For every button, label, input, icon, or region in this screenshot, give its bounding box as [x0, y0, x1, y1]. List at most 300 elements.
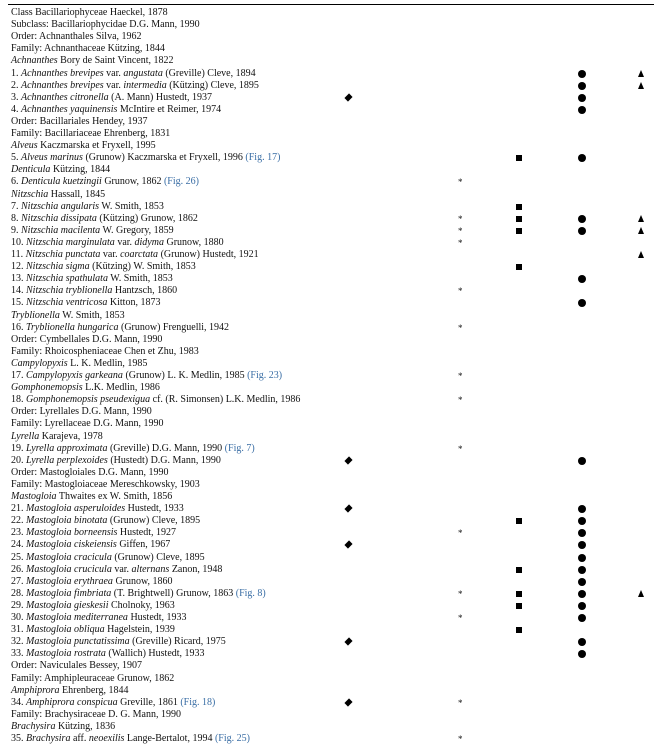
table-row [0, 334, 658, 346]
triangle-marker [638, 249, 644, 262]
taxon-text: Nitzschia [11, 188, 49, 200]
taxon-text: Achnanthes yaquinensis [21, 103, 118, 115]
taxon-text: Mastogloia ciskeiensis [26, 539, 117, 551]
square-marker [516, 261, 522, 274]
taxon-text: 3. [11, 91, 21, 103]
taxon-text: Kaczmarska et Fryxell, 1995 [37, 140, 156, 152]
taxon-text: W. Smith, 1853 [99, 200, 164, 212]
taxon-text: Hustedt, 1933 [127, 612, 187, 623]
taxon-text: var. [100, 249, 121, 260]
taxon-text: 29. [11, 599, 26, 611]
taxon-text: 5. [11, 152, 21, 164]
table-row [0, 527, 658, 539]
taxon-text: alternans [131, 563, 170, 575]
taxon-text: Order: Cymbellales D.G. Mann, 1990 [11, 333, 163, 345]
taxon-label [11, 491, 172, 503]
taxon-text: (Greville) Ricard, 1975 [129, 636, 226, 648]
taxon-text: Family: Mastogloiaceae Mereschkowsky, 1903 [11, 478, 200, 490]
taxon-text: Gomphonemopsis [11, 382, 83, 394]
asterisk-marker: * [458, 613, 463, 623]
taxon-text: 32. [11, 636, 26, 648]
taxon-label [11, 673, 174, 685]
taxon-text: Campylopyxis garkeana [26, 370, 123, 381]
taxon-text: 2. [11, 79, 21, 91]
table-row [0, 612, 658, 624]
square-marker [516, 225, 522, 238]
taxon-text: Karajeva, 1978 [39, 430, 103, 442]
table-row [0, 564, 658, 576]
taxon-label [11, 467, 168, 479]
taxon-text: (Greville) D.G. Mann, 1990 [107, 442, 225, 454]
taxon-text: 12. [11, 261, 26, 273]
table-row [0, 588, 658, 600]
taxon-label [11, 394, 300, 406]
taxon-text: angustata [123, 67, 163, 79]
taxon-text: Mastogloia obliqua [26, 624, 105, 636]
taxon-text: 30. [11, 612, 26, 623]
taxon-text: Order: Lyrellales D.G. Mann, 1990 [11, 406, 152, 418]
taxon-text: Kützing, 1836 [55, 720, 116, 732]
taxon-label [11, 406, 152, 418]
table-row [0, 552, 658, 564]
taxon-text: 31. [11, 624, 26, 636]
table-row [0, 128, 658, 140]
taxon-text: Brachysira [11, 720, 56, 732]
table-row [0, 152, 658, 164]
taxon-text: Mastogloia crucicula [26, 563, 112, 575]
table-row [0, 19, 658, 31]
taxon-text: Mastogloia binotata [26, 515, 108, 527]
taxon-text: Tryblionella hungarica [26, 321, 119, 333]
taxon-text: 23. [11, 527, 26, 539]
table-row [0, 733, 658, 745]
taxon-text: Mastogloia rostrata [26, 648, 106, 660]
taxon-label [11, 382, 160, 394]
diamond-marker [345, 539, 351, 551]
diamond-marker [345, 503, 351, 515]
taxon-text: 27. [11, 575, 26, 587]
taxon-label [11, 92, 212, 104]
asterisk-marker: * [458, 371, 463, 381]
table-row [0, 600, 658, 612]
figure-link[interactable]: (Fig. 26) [163, 176, 199, 188]
table-row [0, 431, 658, 443]
table-row [0, 104, 658, 116]
asterisk-marker: * [458, 443, 463, 454]
table-row [0, 164, 658, 176]
taxon-text: 21. [11, 503, 26, 515]
table-row [0, 285, 658, 297]
taxon-text: McIntire et Reimer, 1974 [117, 103, 222, 115]
table-row [0, 273, 658, 285]
table-row [0, 176, 658, 188]
taxon-text: intermedia [123, 79, 167, 91]
taxon-text: 1. [11, 67, 21, 79]
taxon-text: Hantzsch, 1860 [112, 285, 178, 297]
taxon-text: Amphiprora conspicua [26, 696, 118, 708]
taxon-text: neoexilis [88, 733, 125, 744]
triangle-marker [638, 68, 644, 81]
taxon-text: Family: Lyrellaceae D.G. Mann, 1990 [11, 418, 164, 430]
table-row [0, 467, 658, 479]
table-row [0, 92, 658, 104]
table-row [0, 68, 658, 80]
taxon-text: var. [103, 79, 124, 91]
table-row [0, 225, 658, 237]
taxon-text: Alveus [11, 140, 38, 152]
table-row [0, 297, 658, 309]
asterisk-marker: * [458, 177, 463, 188]
taxon-label [11, 201, 164, 213]
taxon-text: Thwaites ex W. Smith, 1856 [56, 491, 173, 502]
taxon-text: Mastogloia borneensis [26, 527, 118, 539]
table-row [0, 310, 658, 322]
diamond-marker [345, 92, 351, 104]
taxon-label [11, 128, 170, 140]
table-row [0, 576, 658, 588]
square-marker [516, 624, 522, 637]
taxon-text: Family: Amphipleuraceae Grunow, 1862 [11, 672, 175, 684]
taxon-label [11, 285, 177, 297]
taxon-text: Mastogloia fimbriata [26, 587, 112, 599]
taxon-label [11, 431, 103, 443]
taxon-text: Order: Bacillariales Hendey, 1937 [11, 115, 148, 127]
taxon-text: 25. [11, 551, 26, 563]
taxon-text: 17. [11, 370, 26, 381]
table-row [0, 249, 658, 261]
taxon-label [11, 588, 266, 600]
table-row [0, 346, 658, 358]
taxon-text: Hustedt, 1933 [125, 503, 184, 515]
asterisk-marker: * [458, 225, 463, 236]
table-row [0, 237, 658, 249]
taxon-label [11, 576, 173, 588]
table-row [0, 261, 658, 273]
taxon-label [11, 455, 221, 467]
taxon-label [11, 503, 184, 515]
table-row [0, 55, 658, 67]
square-marker [516, 213, 522, 226]
taxon-text: L. K. Medlin, 1985 [67, 357, 148, 369]
taxon-label [11, 636, 226, 648]
table-row [0, 406, 658, 418]
table-row [0, 624, 658, 636]
figure-link[interactable]: (Fig. 18) [180, 696, 216, 708]
taxon-label [11, 721, 115, 733]
taxon-text: Lange-Bertalot, 1994 [124, 733, 215, 744]
taxon-text: 35. [11, 733, 26, 744]
taxon-label [11, 225, 174, 237]
taxon-label [11, 80, 259, 92]
taxon-text: 33. [11, 648, 26, 660]
table-row [0, 80, 658, 92]
taxon-text: Family: Bacillariaceae Ehrenberg, 1831 [11, 128, 171, 139]
taxon-label [11, 600, 175, 612]
triangle-marker [638, 213, 644, 226]
taxon-text: L.K. Medlin, 1986 [82, 382, 160, 394]
taxon-text: Brachysira [26, 733, 71, 744]
table-row [0, 636, 658, 648]
taxon-label [11, 346, 199, 358]
taxon-text: Giffen, 1967 [116, 539, 171, 551]
taxon-text: Grunow, 1860 [112, 575, 173, 587]
asterisk-marker: * [458, 213, 463, 224]
table-row [0, 201, 658, 213]
taxon-label [11, 176, 199, 188]
table-row [0, 443, 658, 455]
square-marker [516, 152, 522, 165]
taxon-text: Kützing, 1844 [50, 164, 111, 176]
taxon-text: (Hustedt) D.G. Mann, 1990 [107, 454, 221, 466]
taxon-text: Nitzschia dissipata [21, 212, 97, 224]
taxon-text: 15. [11, 297, 26, 309]
taxon-label [11, 55, 174, 67]
table-row [0, 358, 658, 370]
taxon-text: 19. [11, 442, 26, 454]
taxon-text: var. [103, 67, 124, 79]
table-row [0, 673, 658, 685]
taxon-label [11, 733, 250, 745]
taxon-text: Nitzschia ventricosa [26, 297, 108, 309]
taxon-text: W. Smith, 1853 [107, 273, 173, 285]
taxon-label [11, 527, 176, 539]
taxon-text: Denticula kuetzingii [21, 176, 102, 188]
taxon-text: Achnanthes [11, 55, 58, 67]
asterisk-marker: * [458, 237, 463, 248]
taxon-text: (Kützing) Grunow, 1862 [96, 212, 198, 224]
table-row [0, 491, 658, 503]
taxon-text: Order: Naviculales Bessey, 1907 [11, 660, 142, 672]
taxon-text: Grunow, 1862 [101, 176, 164, 188]
taxon-label [11, 515, 200, 527]
table-row [0, 116, 658, 128]
taxon-text: (Grunow) Hustedt, 1921 [158, 249, 259, 260]
taxon-text: Hustedt, 1927 [117, 527, 176, 539]
taxon-label [11, 261, 196, 273]
taxon-label [11, 322, 229, 334]
triangle-marker [638, 588, 644, 601]
table-row [0, 479, 658, 491]
taxon-label [11, 334, 162, 346]
taxon-text: var. [114, 236, 135, 248]
taxon-text: Achnanthes brevipes [21, 67, 104, 79]
table-row [0, 140, 658, 152]
taxon-label [11, 552, 205, 564]
taxon-text: Denticula [11, 164, 51, 176]
taxon-text: 22. [11, 515, 26, 527]
taxon-label [11, 479, 200, 491]
figure-link[interactable]: (Fig. 25) [214, 733, 250, 744]
taxon-text: Nitzschia tryblionella [26, 285, 113, 297]
taxon-text: Family: Achnanthaceae Kützing, 1844 [11, 43, 165, 55]
taxon-text: Order: Achnanthales Silva, 1962 [11, 31, 142, 43]
figure-link[interactable]: (Fig. 7) [224, 442, 255, 454]
taxon-label [11, 116, 148, 128]
taxon-text: Achnanthes citronella [21, 91, 109, 103]
taxon-text: 9. [11, 224, 21, 236]
taxon-text: Achnanthes brevipes [21, 79, 104, 91]
taxon-label [11, 418, 163, 430]
taxon-text: (A. Mann) Hustedt, 1937 [108, 91, 212, 103]
asterisk-marker: * [458, 286, 463, 297]
taxon-text: Lyrella [11, 430, 40, 442]
taxon-label [11, 624, 175, 636]
taxon-text: 34. [11, 696, 26, 708]
figure-link[interactable]: (Fig. 23) [247, 370, 283, 381]
taxon-label [11, 237, 224, 249]
table-row [0, 503, 658, 515]
taxon-text: Hassall, 1845 [48, 188, 106, 200]
taxon-label [11, 68, 256, 80]
figure-link[interactable]: (Fig. 8) [235, 587, 266, 599]
asterisk-marker: * [458, 588, 463, 599]
taxon-label [11, 104, 221, 116]
taxon-text: 13. [11, 273, 26, 285]
taxon-label [11, 648, 205, 660]
taxon-label [11, 189, 105, 201]
table-row [0, 455, 658, 467]
asterisk-marker: * [458, 734, 463, 744]
triangle-marker [638, 225, 644, 238]
taxon-text: Kitton, 1873 [107, 297, 161, 309]
taxon-text: Subclass: Bacillariophycidae D.G. Mann, 1990 [11, 19, 200, 31]
taxon-label [11, 249, 259, 261]
taxon-text: (Kützing) Cleve, 1895 [166, 79, 259, 91]
table-row [0, 394, 658, 406]
taxon-text: Nitzschia punctata [25, 249, 101, 260]
taxon-text: Nitzschia marginulata [26, 236, 115, 248]
square-marker [516, 564, 522, 577]
taxon-label [11, 297, 160, 309]
taxon-label [11, 564, 222, 576]
taxon-text: (Grunow) L. K. Medlin, 1985 [122, 370, 248, 381]
table-row [0, 213, 658, 225]
taxon-text: (Grunow) Kaczmarska et Fryxell, 1996 [82, 152, 246, 164]
taxon-label [11, 370, 282, 382]
square-marker [516, 588, 522, 601]
taxon-label [11, 7, 168, 19]
asterisk-marker: * [458, 697, 463, 708]
taxon-label [11, 709, 181, 721]
taxon-text: (Greville) Cleve, 1894 [162, 67, 256, 79]
taxon-text: Family: Rhoicospheniaceae Chen et Zhu, 1983 [11, 345, 199, 357]
diamond-marker [345, 636, 351, 648]
taxon-text: Gomphonemopsis pseudexigua [26, 394, 151, 406]
taxon-text: Mastogloia asperuloides [26, 503, 126, 515]
taxon-text: (Grunow) Cleve, 1895 [107, 515, 201, 527]
taxon-text: 8. [11, 212, 21, 224]
taxon-label [11, 697, 215, 709]
taxon-text: Mastogloia gieskesii [26, 599, 109, 611]
taxon-text: 4. [11, 103, 21, 115]
taxon-text: Campylopyxis [11, 357, 68, 369]
table-row [0, 418, 658, 430]
table-row [0, 7, 658, 19]
taxon-text: (Grunow) Cleve, 1895 [111, 551, 205, 563]
taxon-text: Mastogloia mediterranea [26, 612, 128, 623]
table-row [0, 685, 658, 697]
taxon-text: 14. [11, 285, 26, 297]
taxon-text: 26. [11, 563, 26, 575]
taxon-text: (T. Brightwell) Grunow, 1863 [111, 587, 236, 599]
taxon-text: (Grunow) Frenguelli, 1942 [118, 321, 230, 333]
table-row [0, 660, 658, 672]
table-row [0, 31, 658, 43]
taxon-text: Amphiprora [11, 684, 60, 696]
table-row [0, 648, 658, 660]
taxon-text: 24. [11, 539, 26, 551]
taxon-label [11, 213, 198, 225]
taxon-label [11, 310, 125, 322]
taxon-label [11, 273, 173, 285]
taxon-label [11, 140, 156, 152]
diamond-marker [345, 455, 351, 467]
taxon-label [11, 660, 142, 672]
table-row [0, 189, 658, 201]
taxon-text: Zanon, 1948 [169, 563, 223, 575]
taxon-text: (Wallich) Hustedt, 1933 [105, 648, 205, 660]
taxon-text: aff. [70, 733, 89, 744]
taxon-text: W. Gregory, 1859 [100, 224, 174, 236]
table-row [0, 370, 658, 382]
taxon-text: Alveus marinus [21, 152, 83, 164]
taxon-label [11, 43, 165, 55]
taxon-text: Mastogloia erythraea [26, 575, 113, 587]
table-row [0, 721, 658, 733]
table-row [0, 43, 658, 55]
taxon-text: Mastogloia [11, 491, 57, 502]
triangle-marker [638, 80, 644, 93]
taxon-text: cf. (R. Simonsen) L.K. Medlin, 1986 [150, 394, 301, 406]
taxon-label [11, 164, 110, 176]
taxon-text: Grunow, 1880 [163, 236, 224, 248]
taxon-label [11, 19, 200, 31]
figure-link[interactable]: (Fig. 17) [245, 152, 281, 164]
taxon-text: Order: Mastogloiales D.G. Mann, 1990 [11, 466, 169, 478]
taxon-text: Nitzschia angularis [21, 200, 100, 212]
taxon-text: didyma [134, 236, 164, 248]
taxon-text: Class Bacillariophyceae Haeckel, 1878 [11, 7, 168, 18]
taxon-label [11, 539, 170, 551]
taxon-text: Ehrenberg, 1844 [59, 684, 129, 696]
taxon-label [11, 443, 255, 455]
taxon-text: coarctata [120, 249, 159, 260]
square-marker [516, 515, 522, 528]
taxon-text: Mastogloia punctatissima [26, 636, 130, 648]
diamond-marker [345, 697, 351, 709]
taxon-text: Hagelstein, 1939 [104, 624, 175, 636]
table-row [0, 322, 658, 334]
taxon-text: Mastogloia cracicula [26, 551, 112, 563]
taxon-text: W. Smith, 1853 [59, 309, 125, 321]
taxon-text: Nitzschia macilenta [21, 224, 101, 236]
taxon-text: Tryblionella [11, 309, 60, 321]
taxon-text: var. [111, 563, 132, 575]
square-marker [516, 600, 522, 613]
asterisk-marker: * [458, 395, 463, 406]
taxon-text: Lyrella perplexoides [26, 454, 108, 466]
table-row [0, 515, 658, 527]
taxon-text: Bory de Saint Vincent, 1822 [57, 55, 174, 67]
table-row [0, 697, 658, 709]
taxon-text: 18. [11, 394, 26, 406]
taxon-text: 10. [11, 236, 26, 248]
taxon-text: (Kützing) W. Smith, 1853 [89, 261, 196, 273]
taxon-text: Nitzschia spathulata [26, 273, 108, 285]
taxon-label [11, 152, 280, 164]
table-top-rule [8, 4, 654, 5]
taxon-text: Lyrella approximata [26, 442, 108, 454]
